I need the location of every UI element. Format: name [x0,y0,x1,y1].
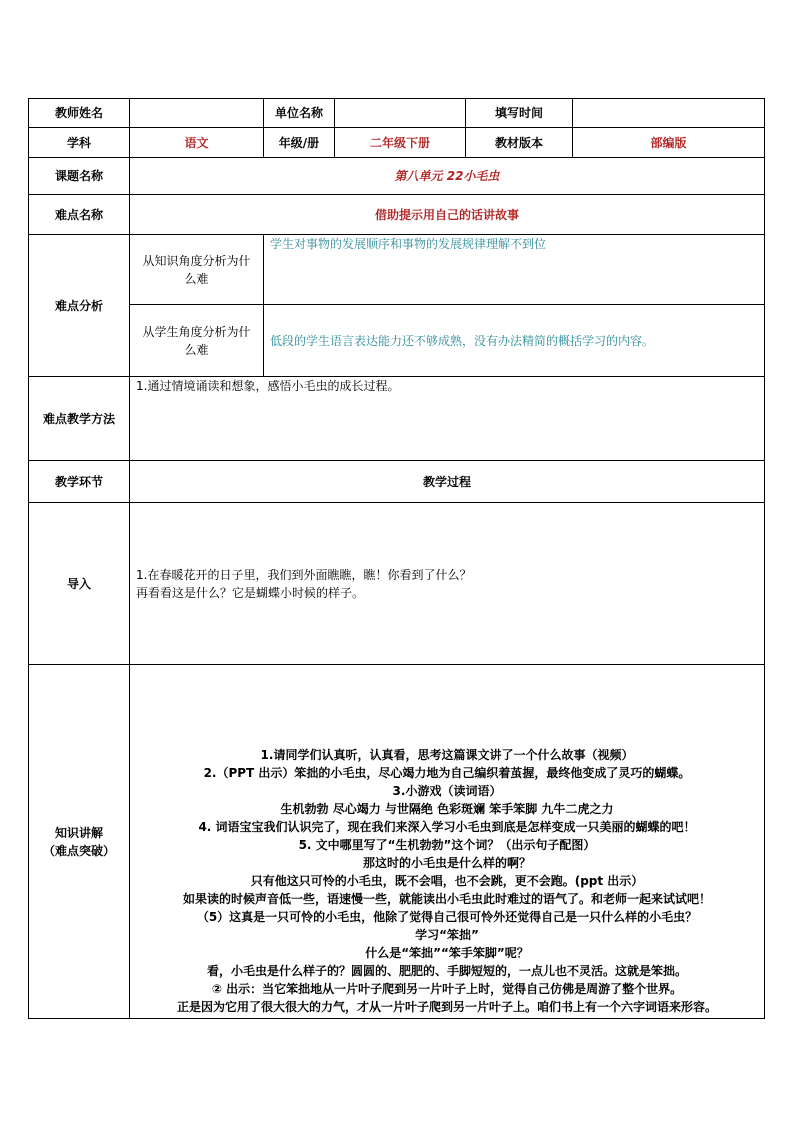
knowledge-angle-label: 从知识角度分析为什么难 [130,235,264,305]
knowledge-line: 如果读的时候声音低一些，语速慢一些，就能读出小毛虫此时难过的语气了。和老师一起来试试吧！ [182,892,711,906]
knowledge-line: （5）这真是一只可怜的小毛虫，他除了觉得自己很可怜外还觉得自己是一只什么样的小毛虫？ [196,910,698,924]
teaching-process-header: 教学过程 [130,461,765,503]
knowledge-explain-content [130,665,765,1019]
process-header-row [29,461,765,503]
lesson-row [29,158,765,195]
intro-row [29,503,765,665]
method-row [29,377,765,461]
knowledge-line: 2.（PPT 出示）笨拙的小毛虫，尽心竭力地为自己编织着茧握，最终他变成了灵巧的蝴蝶。 [203,766,691,780]
teaching-method-value: 1.通过情境诵读和想象，感悟小毛虫的成长过程。 [130,377,765,461]
knowledge-line: 只有他这只可怜的小毛虫，既不会唱，也不会跳，更不会跑。(ppt 出示） [250,874,644,888]
student-angle-label: 从学生角度分析为什么难 [130,305,264,377]
knowledge-row [29,665,765,1019]
teacher-name-value[interactable] [130,99,264,128]
knowledge-line: 看，小毛虫是什么样子的？圆圆的、肥肥的、手脚短短的，一点儿也不灵活。这就是笨拙。 [206,964,687,978]
analysis-row-student [29,305,765,377]
knowledge-line: 什么是“笨拙”“笨手笨脚”呢？ [365,946,529,960]
fill-time-label: 填写时间 [466,99,573,128]
knowledge-label-line-1: 知识讲解 [54,825,103,840]
edition-label: 教材版本 [466,128,573,158]
knowledge-line: 3.小游戏（读词语） [392,784,502,798]
header-row-2 [29,128,765,158]
knowledge-line: 1.请同学们认真听，认真看，思考这篇课文讲了一个什么故事（视频） [260,748,634,762]
grade-value: 二年级下册 [335,128,466,158]
knowledge-line: 学习“笨拙” [415,928,479,942]
edition-value: 部编版 [573,128,765,158]
intro-label: 导入 [29,503,130,665]
subject-value: 语文 [130,128,264,158]
difficulty-analysis-label: 难点分析 [29,235,130,377]
student-angle-value: 低段的学生语言表达能力还不够成熟，没有办法精简的概括学习的内容。 [264,305,765,377]
difficulty-row [29,195,765,235]
lesson-title-label: 课题名称 [29,158,130,195]
lesson-title-value: 第八单元 22小毛虫 [130,158,765,195]
analysis-row-knowledge [29,235,765,305]
unit-name-value[interactable] [335,99,466,128]
knowledge-label-line-2: （难点突破） [42,843,115,858]
knowledge-angle-value: 学生对事物的发展顺序和事物的发展规律理解不到位 [264,235,765,305]
knowledge-explain-label [29,665,130,1019]
lesson-plan-table [28,98,765,1019]
difficulty-name-label: 难点名称 [29,195,130,235]
difficulty-name-value: 借助提示用自己的话讲故事 [130,195,765,235]
unit-name-label: 单位名称 [264,99,335,128]
knowledge-line: 那这时的小毛虫是什么样的啊？ [362,856,531,870]
intro-line-1: 1.在春暖花开的日子里，我们到外面瞧瞧，瞧！你看到了什么？ [136,567,472,582]
knowledge-line: 生机勃勃 尽心竭力 与世隔绝 色彩斑斓 笨手笨脚 九牛二虎之力 [280,802,614,816]
fill-time-value[interactable] [573,99,765,128]
knowledge-line: 5. 文中哪里写了“生机勃勃”这个词？（出示句子配图） [298,838,596,852]
grade-label: 年级/册 [264,128,335,158]
teacher-name-label: 教师姓名 [29,99,130,128]
teaching-method-label: 难点教学方法 [29,377,130,461]
knowledge-line: 正是因为它用了很大很大的力气，才从一片叶子爬到另一片叶子上。咱们书上有一个六字词语来形容。 [176,1000,717,1014]
intro-content [130,503,765,665]
intro-line-2: 再看看这是什么？它是蝴蝶小时候的样子。 [136,585,365,600]
knowledge-line: 4. 词语宝宝我们认识完了，现在我们来深入学习小毛虫到底是怎样变成一只美丽的蝴蝶的吧！ [198,820,696,834]
teaching-stage-header: 教学环节 [29,461,130,503]
header-row-1 [29,99,765,128]
subject-label: 学科 [29,128,130,158]
knowledge-line: ② 出示：当它笨拙地从一片叶子爬到另一片叶子上时，觉得自己仿佛是周游了整个世界。 [211,982,683,996]
